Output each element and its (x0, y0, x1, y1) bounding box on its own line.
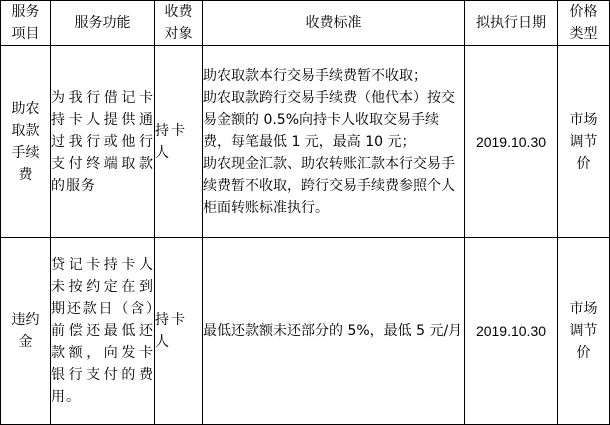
table-row (1, 46, 610, 238)
service-item-line: 费 (18, 166, 33, 183)
header-effective-date: 拟执行日期 (465, 1, 558, 46)
service-item-line: 取款 (11, 122, 40, 139)
price-type-line: 调节 (569, 323, 598, 339)
service-item-line: 金 (18, 334, 33, 350)
charge-object-cell: 持卡人 (155, 46, 203, 238)
effective-date-cell: 2019.10.30 (465, 46, 558, 238)
price-type-line: 价 (576, 345, 591, 361)
charge-object-cell: 持卡人 (155, 238, 203, 425)
charge-standard-line: 助农取款跨行交易手续费（他代本）按交易金额的 0.5%向持卡人收取交易手续费，每笔最低 1 元，最高 10 元； (203, 89, 455, 150)
header-service-item-line1: 服务 (11, 4, 40, 20)
header-charge-standard: 收费标准 (203, 1, 465, 46)
service-item-cell (1, 46, 51, 238)
header-row (1, 1, 610, 46)
header-service-item (1, 1, 51, 46)
price-type-line: 市场 (569, 111, 598, 128)
charge-standard-cell (203, 238, 465, 425)
charge-standard-line: 助农现金汇款、助农转账汇款本行交易手续费暂不收取，跨行交易手续费参照个人柜面转账标准执行。 (203, 155, 455, 216)
charge-standard-line: 助农取款本行交易手续费暂不收取； (203, 67, 427, 84)
header-charge-object (155, 1, 203, 46)
service-function-cell: 为我行借记卡持卡人提供通过我行或他行支付终端取款的服务 (51, 46, 155, 238)
service-function-cell: 贷记卡持卡人未按约定在到期还款日（含）前偿还最低还款额，向发卡银行支付的费用。 (51, 238, 155, 425)
price-type-line: 市场 (569, 301, 598, 317)
header-charge-object-line2: 对象 (164, 26, 193, 42)
service-item-line: 手续 (11, 144, 40, 161)
table-row (1, 238, 610, 425)
price-type-cell (558, 46, 610, 238)
price-type-cell (558, 238, 610, 425)
header-price-type-line1: 价格 (569, 4, 598, 20)
effective-date-cell: 2019.10.30 (465, 238, 558, 425)
header-service-item-line2: 项目 (11, 26, 40, 42)
header-price-type-line2: 类型 (569, 26, 598, 42)
price-type-line: 调节 (569, 133, 598, 150)
service-item-line: 违约 (11, 312, 40, 328)
service-item-cell (1, 238, 51, 425)
header-service-function: 服务功能 (51, 1, 155, 46)
header-price-type (558, 1, 610, 46)
header-charge-object-line1: 收费 (164, 4, 193, 20)
charge-standard-cell (203, 46, 465, 238)
service-item-line: 助农 (11, 100, 40, 117)
price-type-line: 价 (576, 155, 591, 172)
charge-standard-line: 最低还款额未还部分的 5%，最低 5 元/月 (203, 323, 463, 339)
